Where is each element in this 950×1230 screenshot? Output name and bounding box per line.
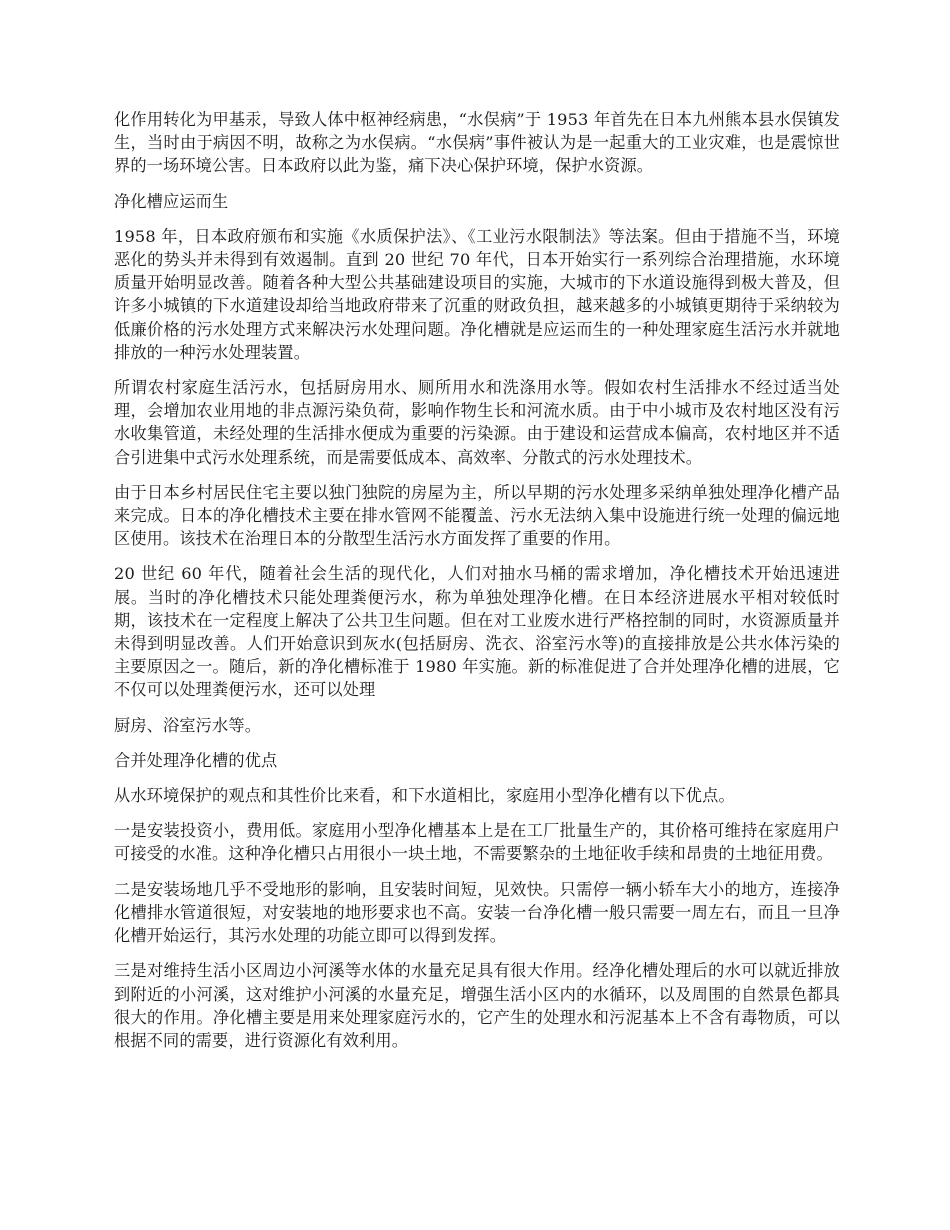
section-heading-origin: 净化槽应运而生 — [114, 191, 229, 211]
paragraph-1960s-development: 20 世纪 60 年代，随着社会生活的现代化，人们对抽水马桶的需求增加，净化槽技术开始迅速进展。当时的净化槽技术只能处理粪便污水，称为单独处理净化槽。在日本经济进展水平相对较低时期，该技术在一定程度上解决了公共卫生问题。但在对工业废水进行严格控制的同时，水资源质量并未得到明显改善。人们开始意识到灰水(包括厨房、洗衣、浴室污水等)的直接排放是公共水体污染的主要原因之一。随后，新的净化槽标准于 1980 年实施。新的标准促进了合并处理净化槽的进展，它不仅可以处理粪便污水，还可以处理 — [114, 564, 840, 700]
document-body — [114, 108, 840, 1064]
section-heading-advantages: 合并处理净化槽的优点 — [114, 750, 278, 770]
paragraph-japan-villages: 由于日本乡村居民住宅主要以独门独院的房屋为主，所以早期的污水处理多采纳单独处理净化槽产品来完成。日本的净化槽技术主要在排水管网不能覆盖、污水无法纳入集中设施进行统一处理的偏远地区使用。该技术在治理日本的分散型生活污水方面发挥了重要的作用。 — [114, 482, 840, 549]
paragraph-minamata: 化作用转化为甲基汞，导致人体中枢神经病患，“水俣病”于 1953 年首先在日本九州熊本县水俣镇发生，当时由于病因不明，故称之为水俣病。“水俣病”事件被认为是一起重大的工业灾难，也是震惊世界的一场环境公害。日本政府以此为鉴，痛下决心保护环境，保护水资源。 — [114, 110, 840, 176]
paragraph-advantages-intro: 从水环境保护的观点和其性价比来看，和下水道相比，家庭用小型净化槽有以下优点。 — [114, 786, 735, 806]
paragraph-advantage-1: 一是安装投资小，费用低。家庭用小型净化槽基本上是在工厂批量生产的，其价格可维持在家庭用户可接受的水准。这种净化槽只占用很小一块土地，不需要繁杂的土地征收手续和昂贵的土地征用费。 — [114, 821, 840, 864]
paragraph-advantage-3: 三是对维持生活小区周边小河溪等水体的水量充足具有很大作用。经净化槽处理后的水可以就近排放到附近的小河溪，这对维护小河溪的水量充足，增强生活小区内的水循环，以及周围的自然景色都具很大的作用。净化槽主要是用来处理家庭污水的，它产生的处理水和污泥基本上不含有毒物质，可以根据不同的需要，进行资源化有效利用。 — [114, 961, 840, 1050]
paragraph-continuation: 厨房、浴室污水等。 — [114, 715, 262, 735]
paragraph-rural-sewage: 所谓农村家庭生活污水，包括厨房用水、厕所用水和洗涤用水等。假如农村生活排水不经过适当处理，会增加农业用地的非点源污染负荷，影响作物生长和河流水质。由于中小城市及农村地区没有污水收集管道，未经处理的生活排水便成为重要的污染源。由于建设和运营成本偏高，农村地区并不适合引进集中式污水处理系统，而是需要低成本、高效率、分散式的污水处理技术。 — [114, 378, 840, 467]
paragraph-1958-laws: 1958 年，日本政府颁布和实施《水质保护法》、《工业污水限制法》等法案。但由于措施不当，环境恶化的势头并未得到有效遏制。直到 20 世纪 70 年代，日本开始实行一系列综合治理措施，水环境质量开始明显改善。随着各种大型公共基础建设项目的实施，大城市的下水道设施得到极大普及，但许多小城镇的下水道建设却给当地政府带来了沉重的财政负担，越来越多的小城镇更期待于采纳较为低廉价格的污水处理方式来解决污水处理问题。净化槽就是应运而生的一种处理家庭生活污水并就地排放的一种污水处理装置。 — [114, 226, 840, 362]
paragraph-advantage-2: 二是安装场地几乎不受地形的影响，且安装时间短，见效快。只需停一辆小轿车大小的地方，连接净化槽排水管道很短，对安装地的地形要求也不高。安装一台净化槽一般只需要一周左右，而且一旦净化槽开始运行，其污水处理的功能立即可以得到发挥。 — [114, 879, 840, 946]
